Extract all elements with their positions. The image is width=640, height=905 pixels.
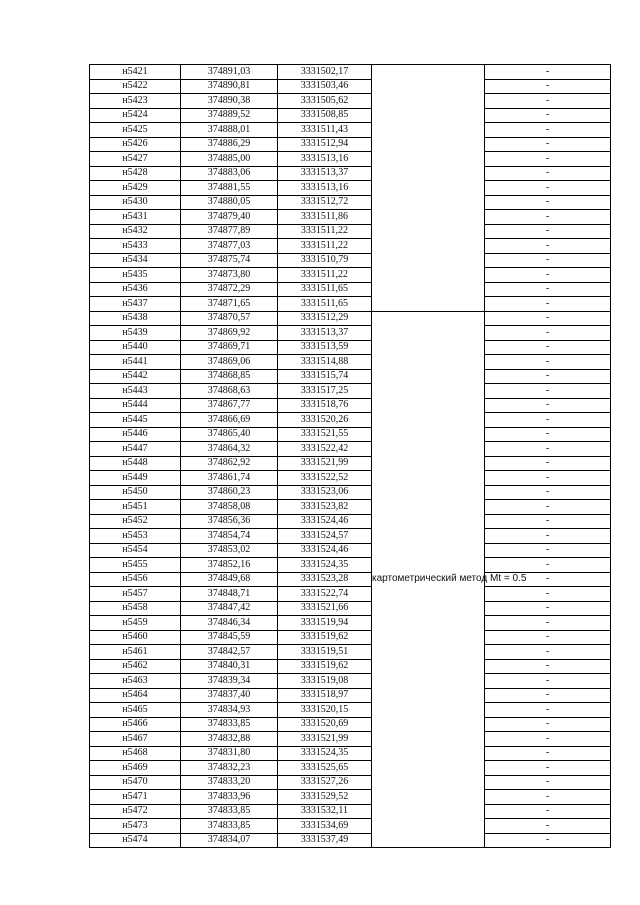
x-coordinate-cell: 374849,68 — [181, 572, 278, 587]
note-cell: - — [485, 674, 611, 689]
note-cell: - — [485, 166, 611, 181]
note-cell: - — [485, 630, 611, 645]
y-coordinate-cell: 3331521,55 — [278, 427, 372, 442]
table-row — [90, 224, 611, 239]
x-coordinate-cell: 374854,74 — [181, 529, 278, 544]
y-coordinate-cell: 3331511,65 — [278, 297, 372, 312]
point-id-cell: н5466 — [90, 717, 181, 732]
table-row — [90, 239, 611, 254]
table-row — [90, 558, 611, 573]
note-cell: - — [485, 804, 611, 819]
x-coordinate-cell: 374834,07 — [181, 833, 278, 848]
table-row — [90, 775, 611, 790]
x-coordinate-cell: 374870,57 — [181, 311, 278, 326]
table-row — [90, 326, 611, 341]
note-cell: - — [485, 703, 611, 718]
x-coordinate-cell: 374877,03 — [181, 239, 278, 254]
note-cell: - — [485, 239, 611, 254]
point-id-cell: н5434 — [90, 253, 181, 268]
point-id-cell: н5469 — [90, 761, 181, 776]
note-cell: - — [485, 282, 611, 297]
y-coordinate-cell: 3331511,22 — [278, 268, 372, 283]
table-row — [90, 384, 611, 399]
y-coordinate-cell: 3331513,16 — [278, 152, 372, 167]
x-coordinate-cell: 374865,40 — [181, 427, 278, 442]
table-row — [90, 485, 611, 500]
x-coordinate-cell: 374889,52 — [181, 108, 278, 123]
y-coordinate-cell: 3331529,52 — [278, 790, 372, 805]
y-coordinate-cell: 3331512,72 — [278, 195, 372, 210]
x-coordinate-cell: 374867,77 — [181, 398, 278, 413]
note-cell: - — [485, 108, 611, 123]
x-coordinate-cell: 374881,55 — [181, 181, 278, 196]
x-coordinate-cell: 374890,38 — [181, 94, 278, 109]
x-coordinate-cell: 374869,06 — [181, 355, 278, 370]
x-coordinate-cell: 374833,96 — [181, 790, 278, 805]
table-row — [90, 514, 611, 529]
table-row — [90, 761, 611, 776]
note-cell: - — [485, 601, 611, 616]
point-id-cell: н5467 — [90, 732, 181, 747]
x-coordinate-cell: 374833,85 — [181, 804, 278, 819]
point-id-cell: н5452 — [90, 514, 181, 529]
x-coordinate-cell: 374853,02 — [181, 543, 278, 558]
point-id-cell: н5446 — [90, 427, 181, 442]
y-coordinate-cell: 3331517,25 — [278, 384, 372, 399]
point-id-cell: н5468 — [90, 746, 181, 761]
note-cell: - — [485, 427, 611, 442]
table-row — [90, 717, 611, 732]
note-cell: - — [485, 833, 611, 848]
y-coordinate-cell: 3331502,17 — [278, 65, 372, 80]
note-cell: - — [485, 819, 611, 834]
x-coordinate-cell: 374879,40 — [181, 210, 278, 225]
y-coordinate-cell: 3331511,43 — [278, 123, 372, 138]
y-coordinate-cell: 3331513,37 — [278, 326, 372, 341]
x-coordinate-cell: 374864,32 — [181, 442, 278, 457]
table-row — [90, 297, 611, 312]
x-coordinate-cell: 374852,16 — [181, 558, 278, 573]
y-coordinate-cell: 3331511,22 — [278, 224, 372, 239]
point-id-cell: н5451 — [90, 500, 181, 515]
note-cell: - — [485, 355, 611, 370]
point-id-cell: н5453 — [90, 529, 181, 544]
y-coordinate-cell: 3331511,86 — [278, 210, 372, 225]
point-id-cell: н5458 — [90, 601, 181, 616]
y-coordinate-cell: 3331519,51 — [278, 645, 372, 660]
method-cell — [372, 65, 485, 312]
table-row — [90, 587, 611, 602]
point-id-cell: н5430 — [90, 195, 181, 210]
point-id-cell: н5463 — [90, 674, 181, 689]
y-coordinate-cell: 3331510,79 — [278, 253, 372, 268]
x-coordinate-cell: 374840,31 — [181, 659, 278, 674]
y-coordinate-cell: 3331512,94 — [278, 137, 372, 152]
y-coordinate-cell: 3331523,82 — [278, 500, 372, 515]
point-id-cell: н5422 — [90, 79, 181, 94]
x-coordinate-cell: 374873,80 — [181, 268, 278, 283]
x-coordinate-cell: 374866,69 — [181, 413, 278, 428]
x-coordinate-cell: 374845,59 — [181, 630, 278, 645]
point-id-cell: н5439 — [90, 326, 181, 341]
x-coordinate-cell: 374872,29 — [181, 282, 278, 297]
y-coordinate-cell: 3331527,26 — [278, 775, 372, 790]
x-coordinate-cell: 374868,85 — [181, 369, 278, 384]
table-row — [90, 427, 611, 442]
x-coordinate-cell: 374833,20 — [181, 775, 278, 790]
y-coordinate-cell: 3331521,99 — [278, 732, 372, 747]
x-coordinate-cell: 374837,40 — [181, 688, 278, 703]
point-id-cell: н5432 — [90, 224, 181, 239]
table-row — [90, 355, 611, 370]
point-id-cell: н5473 — [90, 819, 181, 834]
point-id-cell: н5421 — [90, 65, 181, 80]
x-coordinate-cell: 374875,74 — [181, 253, 278, 268]
x-coordinate-cell: 374833,85 — [181, 819, 278, 834]
note-cell: - — [485, 210, 611, 225]
point-id-cell: н5454 — [90, 543, 181, 558]
y-coordinate-cell: 3331524,46 — [278, 543, 372, 558]
table-row — [90, 688, 611, 703]
point-id-cell: н5442 — [90, 369, 181, 384]
note-cell: - — [485, 268, 611, 283]
point-id-cell: н5425 — [90, 123, 181, 138]
note-cell: - — [485, 732, 611, 747]
note-cell: - — [485, 514, 611, 529]
x-coordinate-cell: 374848,71 — [181, 587, 278, 602]
note-cell: - — [485, 456, 611, 471]
note-cell: - — [485, 587, 611, 602]
note-cell: - — [485, 775, 611, 790]
x-coordinate-cell: 374847,42 — [181, 601, 278, 616]
x-coordinate-cell: 374834,93 — [181, 703, 278, 718]
point-id-cell: н5474 — [90, 833, 181, 848]
point-id-cell: н5465 — [90, 703, 181, 718]
point-id-cell: н5423 — [90, 94, 181, 109]
table-row — [90, 659, 611, 674]
table-row — [90, 210, 611, 225]
table-row — [90, 79, 611, 94]
note-cell: - — [485, 94, 611, 109]
point-id-cell: н5455 — [90, 558, 181, 573]
table-row — [90, 137, 611, 152]
table-row — [90, 645, 611, 660]
y-coordinate-cell: 3331511,65 — [278, 282, 372, 297]
x-coordinate-cell: 374832,23 — [181, 761, 278, 776]
y-coordinate-cell: 3331519,08 — [278, 674, 372, 689]
table-row — [90, 108, 611, 123]
y-coordinate-cell: 3331512,29 — [278, 311, 372, 326]
y-coordinate-cell: 3331525,65 — [278, 761, 372, 776]
note-cell: - — [485, 558, 611, 573]
point-id-cell: н5448 — [90, 456, 181, 471]
x-coordinate-cell: 374869,71 — [181, 340, 278, 355]
y-coordinate-cell: 3331520,15 — [278, 703, 372, 718]
method-cell: картометрический метод Mt = 0.5 — [372, 311, 485, 848]
note-cell: - — [485, 485, 611, 500]
table-row — [90, 282, 611, 297]
table-row — [90, 529, 611, 544]
x-coordinate-cell: 374880,05 — [181, 195, 278, 210]
x-coordinate-cell: 374842,57 — [181, 645, 278, 660]
table-row — [90, 790, 611, 805]
point-id-cell: н5428 — [90, 166, 181, 181]
y-coordinate-cell: 3331534,69 — [278, 819, 372, 834]
y-coordinate-cell: 3331505,62 — [278, 94, 372, 109]
note-cell: - — [485, 340, 611, 355]
x-coordinate-cell: 374856,36 — [181, 514, 278, 529]
x-coordinate-cell: 374832,88 — [181, 732, 278, 747]
note-cell: - — [485, 413, 611, 428]
point-id-cell: н5426 — [90, 137, 181, 152]
y-coordinate-cell: 3331518,76 — [278, 398, 372, 413]
y-coordinate-cell: 3331524,57 — [278, 529, 372, 544]
point-id-cell: н5470 — [90, 775, 181, 790]
table-row — [90, 630, 611, 645]
y-coordinate-cell: 3331515,74 — [278, 369, 372, 384]
point-id-cell: н5447 — [90, 442, 181, 457]
note-cell: - — [485, 616, 611, 631]
y-coordinate-cell: 3331520,69 — [278, 717, 372, 732]
point-id-cell: н5461 — [90, 645, 181, 660]
y-coordinate-cell: 3331514,88 — [278, 355, 372, 370]
x-coordinate-cell: 374883,06 — [181, 166, 278, 181]
note-cell: - — [485, 297, 611, 312]
x-coordinate-cell: 374891,03 — [181, 65, 278, 80]
table-row — [90, 311, 611, 326]
note-cell: - — [485, 65, 611, 80]
table-row — [90, 819, 611, 834]
table-row — [90, 195, 611, 210]
x-coordinate-cell: 374861,74 — [181, 471, 278, 486]
y-coordinate-cell: 3331524,46 — [278, 514, 372, 529]
point-id-cell: н5436 — [90, 282, 181, 297]
point-id-cell: н5464 — [90, 688, 181, 703]
note-cell: - — [485, 224, 611, 239]
note-cell: - — [485, 181, 611, 196]
point-id-cell: н5445 — [90, 413, 181, 428]
point-id-cell: н5435 — [90, 268, 181, 283]
table-row — [90, 253, 611, 268]
y-coordinate-cell: 3331537,49 — [278, 833, 372, 848]
y-coordinate-cell: 3331518,97 — [278, 688, 372, 703]
y-coordinate-cell: 3331521,99 — [278, 456, 372, 471]
table-row — [90, 340, 611, 355]
point-id-cell: н5440 — [90, 340, 181, 355]
note-cell: - — [485, 253, 611, 268]
note-cell: - — [485, 761, 611, 776]
note-cell: - — [485, 398, 611, 413]
table-row — [90, 833, 611, 848]
y-coordinate-cell: 3331522,52 — [278, 471, 372, 486]
y-coordinate-cell: 3331513,59 — [278, 340, 372, 355]
y-coordinate-cell: 3331522,74 — [278, 587, 372, 602]
x-coordinate-cell: 374833,85 — [181, 717, 278, 732]
note-cell: - — [485, 384, 611, 399]
point-id-cell: н5472 — [90, 804, 181, 819]
table-row — [90, 369, 611, 384]
point-id-cell: н5433 — [90, 239, 181, 254]
point-id-cell: н5444 — [90, 398, 181, 413]
x-coordinate-cell: 374886,29 — [181, 137, 278, 152]
point-id-cell: н5459 — [90, 616, 181, 631]
y-coordinate-cell: 3331513,37 — [278, 166, 372, 181]
table-row — [90, 500, 611, 515]
table-row — [90, 732, 611, 747]
point-id-cell: н5471 — [90, 790, 181, 805]
point-id-cell: н5450 — [90, 485, 181, 500]
table-row — [90, 746, 611, 761]
point-id-cell: н5456 — [90, 572, 181, 587]
note-cell: - — [485, 529, 611, 544]
note-cell: - — [485, 572, 611, 587]
x-coordinate-cell: 374846,34 — [181, 616, 278, 631]
note-cell: - — [485, 471, 611, 486]
note-cell: - — [485, 79, 611, 94]
note-cell: - — [485, 195, 611, 210]
x-coordinate-cell: 374831,80 — [181, 746, 278, 761]
y-coordinate-cell: 3331519,62 — [278, 659, 372, 674]
note-cell: - — [485, 152, 611, 167]
y-coordinate-cell: 3331522,42 — [278, 442, 372, 457]
table-row — [90, 152, 611, 167]
y-coordinate-cell: 3331513,16 — [278, 181, 372, 196]
x-coordinate-cell: 374869,92 — [181, 326, 278, 341]
table-row — [90, 413, 611, 428]
table-row — [90, 616, 611, 631]
table-row — [90, 398, 611, 413]
x-coordinate-cell: 374868,63 — [181, 384, 278, 399]
y-coordinate-cell: 3331524,35 — [278, 558, 372, 573]
note-cell: - — [485, 311, 611, 326]
y-coordinate-cell: 3331508,85 — [278, 108, 372, 123]
point-id-cell: н5438 — [90, 311, 181, 326]
table-row — [90, 442, 611, 457]
y-coordinate-cell: 3331511,22 — [278, 239, 372, 254]
y-coordinate-cell: 3331520,26 — [278, 413, 372, 428]
table-row — [90, 181, 611, 196]
table-row — [90, 601, 611, 616]
point-id-cell: н5460 — [90, 630, 181, 645]
x-coordinate-cell: 374888,01 — [181, 123, 278, 138]
x-coordinate-cell: 374885,00 — [181, 152, 278, 167]
y-coordinate-cell: 3331532,11 — [278, 804, 372, 819]
point-id-cell: н5437 — [90, 297, 181, 312]
x-coordinate-cell: 374877,89 — [181, 224, 278, 239]
point-id-cell: н5429 — [90, 181, 181, 196]
note-cell: - — [485, 717, 611, 732]
x-coordinate-cell: 374862,92 — [181, 456, 278, 471]
note-cell: - — [485, 790, 611, 805]
x-coordinate-cell: 374860,23 — [181, 485, 278, 500]
table-row — [90, 543, 611, 558]
point-id-cell: н5462 — [90, 659, 181, 674]
point-id-cell: н5449 — [90, 471, 181, 486]
x-coordinate-cell: 374839,34 — [181, 674, 278, 689]
x-coordinate-cell: 374890,81 — [181, 79, 278, 94]
coordinates-table — [89, 64, 611, 848]
coordinates-table-body — [90, 65, 611, 848]
note-cell: - — [485, 442, 611, 457]
y-coordinate-cell: 3331521,66 — [278, 601, 372, 616]
table-row — [90, 804, 611, 819]
point-id-cell: н5457 — [90, 587, 181, 602]
point-id-cell: н5441 — [90, 355, 181, 370]
x-coordinate-cell: 374871,65 — [181, 297, 278, 312]
y-coordinate-cell: 3331523,28 — [278, 572, 372, 587]
table-row — [90, 471, 611, 486]
table-row — [90, 94, 611, 109]
y-coordinate-cell: 3331523,06 — [278, 485, 372, 500]
point-id-cell: н5424 — [90, 108, 181, 123]
table-row — [90, 456, 611, 471]
note-cell: - — [485, 688, 611, 703]
y-coordinate-cell: 3331519,94 — [278, 616, 372, 631]
table-row — [90, 65, 611, 80]
note-cell: - — [485, 369, 611, 384]
note-cell: - — [485, 326, 611, 341]
y-coordinate-cell: 3331503,46 — [278, 79, 372, 94]
note-cell: - — [485, 137, 611, 152]
point-id-cell: н5431 — [90, 210, 181, 225]
table-row — [90, 703, 611, 718]
point-id-cell: н5427 — [90, 152, 181, 167]
note-cell: - — [485, 645, 611, 660]
point-id-cell: н5443 — [90, 384, 181, 399]
note-cell: - — [485, 543, 611, 558]
table-row — [90, 123, 611, 138]
y-coordinate-cell: 3331519,62 — [278, 630, 372, 645]
note-cell: - — [485, 659, 611, 674]
table-row — [90, 674, 611, 689]
y-coordinate-cell: 3331524,35 — [278, 746, 372, 761]
table-row — [90, 572, 611, 587]
x-coordinate-cell: 374858,08 — [181, 500, 278, 515]
table-row — [90, 268, 611, 283]
note-cell: - — [485, 123, 611, 138]
table-row — [90, 166, 611, 181]
note-cell: - — [485, 746, 611, 761]
note-cell: - — [485, 500, 611, 515]
